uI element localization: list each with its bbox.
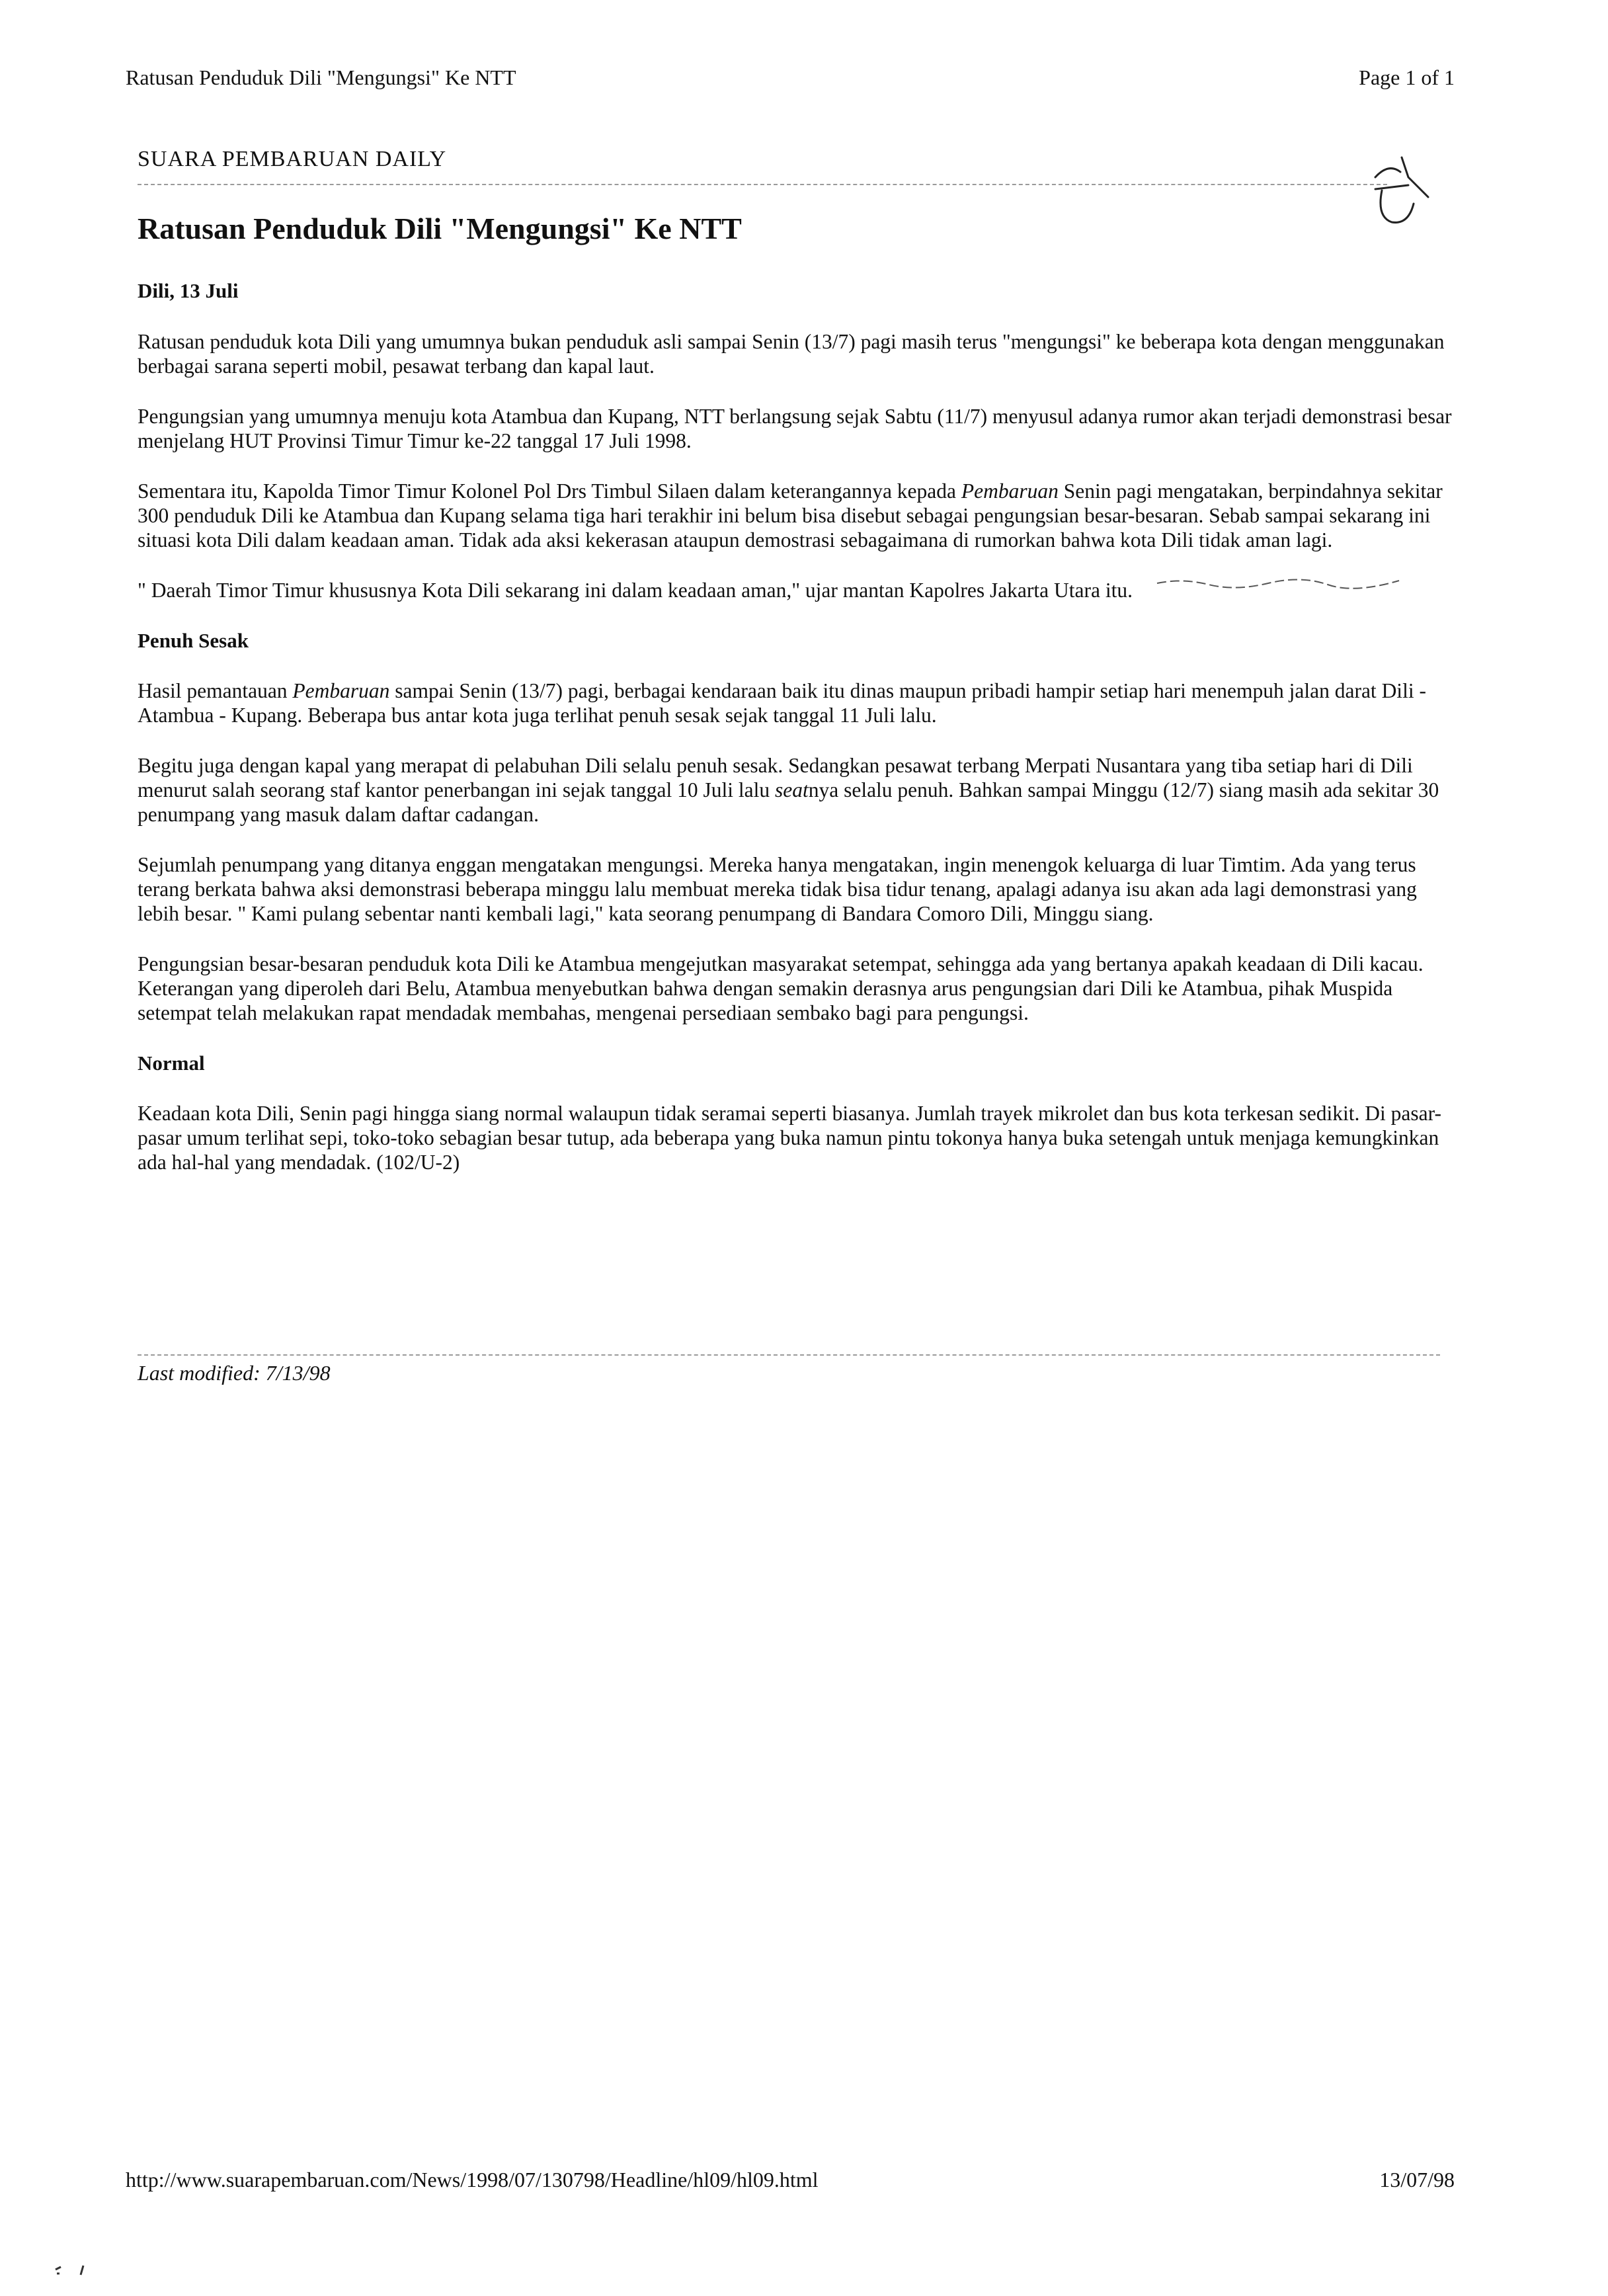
top-divider [138, 184, 1387, 185]
publication-name: SUARA PEMBARUAN DAILY [138, 147, 447, 171]
article-title: Ratusan Penduduk Dili "Mengungsi" Ke NTT [138, 212, 742, 245]
paragraph-4: " Daerah Timor Timur khususnya Kota Dili sekarang ini dalam keadaan aman," ujar mantan Kapolres Jakarta Utara itu. [138, 579, 1133, 602]
paragraph-3-text-a: Sementara itu, Kapolda Timor Timur Kolonel Pol Drs Timbul Silaen dalam keterangannya kepada [138, 479, 961, 503]
subheading-normal: Normal [138, 1051, 205, 1075]
paragraph-6-emphasis: seat [774, 778, 809, 801]
last-modified: Last modified: 7/13/98 [138, 1361, 331, 1385]
page-footer [126, 2168, 1455, 2192]
paragraph-7: Sejumlah penumpang yang ditanya enggan mengatakan mengungsi. Mereka hanya mengatakan, ingin menengok keluarga di luar Timtim. Ada yang terus terang berkata bahwa aksi demonstrasi beberapa minggu lalu membuat mereka tidak bisa tidur tenang, apalagi adanya isu akan ada lagi demonstrasi yang lebih besar. " Kami pulang sebentar nanti kembali lagi," kata seorang penumpang di Bandara Comoro Dili, Minggu siang. [138, 853, 1417, 925]
paragraph-5 [138, 678, 1453, 727]
paragraph-5-text-b: sampai Senin (13/7) pagi, berbagai kendaraan baik itu dinas maupun pribadi hampir setiap hari menempuh jalan darat Dili - Atambua - Kupang. Beberapa bus antar kota juga terlihat penuh sesak sejak tanggal 11 Juli lalu. [138, 679, 1426, 727]
paragraph-3 [138, 479, 1453, 552]
paragraph-5-text-a: Hasil pemantauan [138, 679, 293, 702]
paragraph-3-emphasis: Pembaruan [961, 479, 1059, 503]
paragraph-2: Pengungsian yang umumnya menuju kota Atambua dan Kupang, NTT berlangsung sejak Sabtu (11/7) menyusul adanya rumor akan terjadi demonstrasi besar menjelang HUT Provinsi Timur Timur ke-22 tanggal 17 Juli 1998. [138, 405, 1452, 452]
article-body [138, 329, 1453, 1200]
handwritten-underline-mark [1156, 577, 1400, 590]
paragraph-5-emphasis: Pembaruan [292, 679, 390, 702]
article-dateline: Dili, 13 Juli [138, 279, 239, 302]
paragraph-9: Keadaan kota Dili, Senin pagi hingga siang normal walaupun tidak seramai seperti biasanya. Jumlah trayek mikrolet dan bus kota terkesan sedikit. Di pasar-pasar umum terlihat sepi, toko-toko sebagian besar tutup, ada beberapa yang buka namun pintu tokonya hanya buka setengah untuk menjaga kemungkinkan ada hal-hal yang mendadak. (102/U-2) [138, 1102, 1441, 1174]
subheading-penuh-sesak: Penuh Sesak [138, 629, 249, 652]
paragraph-6-text-a: Begitu juga dengan kapal yang merapat di pelabuhan Dili selalu penuh sesak. Sedangkan pesawat terbang Merpati Nusantara yang tiba setiap hari di Dili menurut salah seorang staf kantor penerbangan ini sejak tanggal 10 Juli lalu [138, 754, 1413, 801]
paragraph-6 [138, 753, 1453, 827]
paragraph-3-text-b: Senin pagi mengatakan, berpindahnya sekitar 300 penduduk Dili ke Atambua dan Kupang selama tiga hari terakhir ini belum bisa disebut sebagai pengungsian besar-besaran. Sebab sampai sekarang ini situasi kota Dili dalam keadaan aman. Tidak ada aksi kekerasan ataupun demostrasi sebagaimana di rumorkan bahwa kota Dili tidak aman lagi. [138, 479, 1443, 552]
footer-url: http://www.suarapembaruan.com/News/1998/07/130798/Headline/hl09/hl09.html [126, 2168, 819, 2192]
bottom-divider [138, 1354, 1440, 1356]
header-doc-title: Ratusan Penduduk Dili "Mengungsi" Ke NTT [126, 65, 516, 89]
handwritten-initials-icon [1362, 151, 1441, 237]
footer-date: 13/07/98 [1379, 2168, 1455, 2192]
paragraph-1: Ratusan penduduk kota Dili yang umumnya bukan penduduk asli sampai Senin (13/7) pagi masih terus "mengungsi" ke beberapa kota dengan menggunakan berbagai sarana seperti mobil, pesawat terbang dan kapal laut. [138, 330, 1445, 378]
paragraph-8: Pengungsian besar-besaran penduduk kota Dili ke Atambua mengejutkan masyarakat setempat, sehingga ada yang bertanya apakah keadaan di Dili kacau. Keterangan yang diperoleh dari Belu, Atambua menyebutkan bahwa dengan semakin derasnya arus pengungsian dari Dili ke Atambua, pihak Muspida setempat telah melakukan rapat mendadak membahas, mengenai persediaan sembako bagi para pengungsi. [138, 952, 1424, 1024]
scan-marks-icon [53, 2260, 93, 2277]
header-page-number: Page 1 of 1 [1359, 65, 1455, 89]
paragraph-6-text-b: nya selalu penuh. Bahkan sampai Minggu (12/7) siang masih ada sekitar 30 penumpang yang masuk dalam daftar cadangan. [138, 778, 1439, 826]
page-header [126, 65, 1455, 90]
